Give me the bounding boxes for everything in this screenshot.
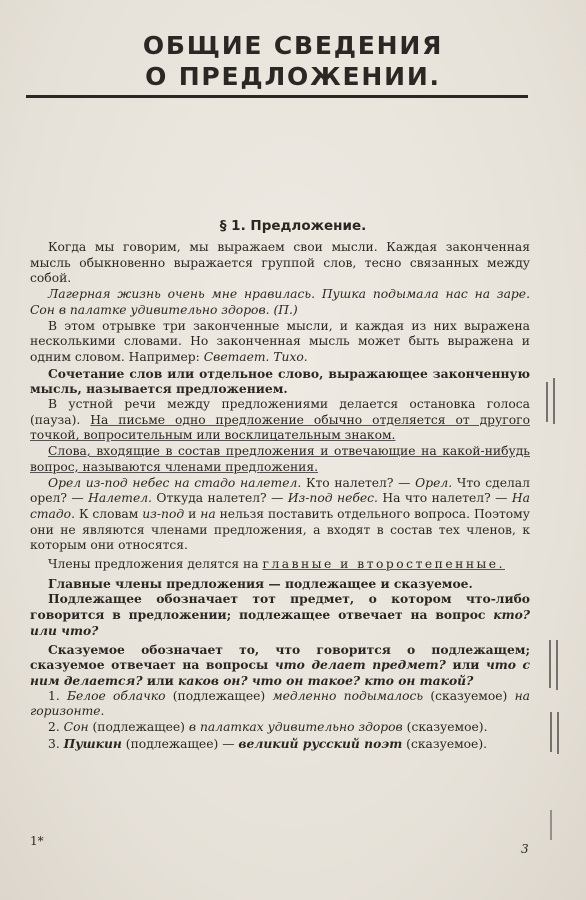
margin-pencil-mark bbox=[546, 382, 548, 422]
analysis-a4: На стадо. bbox=[30, 491, 530, 521]
example-3 bbox=[30, 736, 530, 753]
paragraph-members: Слова, входящие в состав предложения и отвечающие на какой-нибудь вопрос, называются членами предложения. bbox=[30, 444, 530, 474]
predicate-definition-text: Сказуемое обозначает то, что говорится о подлежащем; сказуемое отвечает на вопросы bbox=[30, 641, 530, 673]
predicate-or-2: или bbox=[146, 672, 174, 688]
paragraph-example-analysis bbox=[30, 476, 530, 555]
example-quote: Лагерная жизнь очень мне нравилась. Пушка подымала нас на заре. Сон в палатке удивительно здоров. (П.) bbox=[30, 287, 530, 317]
example-2 bbox=[30, 720, 530, 736]
example-2-subject: Сон bbox=[63, 720, 89, 735]
analysis-and: и bbox=[188, 506, 197, 521]
margin-pencil-mark bbox=[550, 810, 552, 840]
signature-mark: 1* bbox=[30, 834, 44, 848]
paragraph-thoughts-text: В этом отрывке три законченные мысли, и каждая из них выражена несколькими словами. Но законченная мысль может быть выражена и одним словом. Например: bbox=[30, 318, 530, 364]
example-3-number: 3. bbox=[48, 736, 60, 751]
chapter-title-line-2: О ПРЕДЛОЖЕНИИ. bbox=[145, 62, 441, 91]
margin-pencil-mark bbox=[549, 640, 551, 688]
paragraph-pause-text: В устной речи между предложениями делается остановка голоса (пауза). bbox=[30, 397, 530, 427]
example-1-tail: на горизонте. bbox=[30, 688, 530, 719]
analysis-word-2: на bbox=[200, 506, 216, 521]
example-1-subject: Белое облачко bbox=[66, 688, 166, 703]
example-3-subject: Пушкин bbox=[63, 735, 122, 751]
analysis-a2: Налетел. bbox=[88, 491, 152, 506]
example-1-predicate: медленно подымалось bbox=[272, 688, 424, 703]
analysis-rest-b: нельзя поставить отдельного вопроса. Поэтому они не являются членами предложения, а входят в состав тех членов, к которым они относятся. bbox=[30, 506, 530, 553]
paragraph-division bbox=[30, 557, 530, 573]
subject-definition-text: Подлежащее обозначает тот предмет, о котором что-либо говорится в предложении; подлежащее отвечает на вопрос bbox=[30, 591, 530, 623]
example-1 bbox=[30, 689, 530, 720]
section-heading: § 1. Предложение. bbox=[219, 218, 367, 234]
paragraph-pause bbox=[30, 397, 530, 444]
predicate-q2: что с ним делается? bbox=[30, 657, 531, 688]
analysis-rest-a: К словам bbox=[78, 506, 139, 521]
analysis-a1: Орел. bbox=[415, 475, 453, 490]
paragraph-division-spaced: главные и второстепенные. bbox=[262, 557, 505, 572]
example-3-predicate: великий русский поэт bbox=[238, 735, 403, 751]
predicate-q3: каков он? что он такое? кто он такой? bbox=[178, 672, 474, 688]
analysis-example: Орел из-под небес на стадо налетел. bbox=[48, 475, 302, 490]
chapter-title bbox=[0, 30, 586, 92]
paragraph-intro: Когда мы говорим, мы выражаем свои мысли. Каждая законченная мысль обыкновенно выражается группой слов, тесно связанных между собой. bbox=[30, 240, 530, 286]
predicate-definition bbox=[30, 642, 530, 689]
analysis-q1: Кто налетел? — bbox=[305, 475, 411, 490]
paragraph-division-text: Члены предложения делятся на bbox=[48, 557, 259, 572]
definition-sentence: Сочетание слов или отдельное слово, выражающее законченную мысль, называется предложением. bbox=[30, 365, 530, 397]
margin-pencil-mark bbox=[550, 712, 552, 752]
subject-q2: что? bbox=[61, 622, 99, 638]
example-3-predicate-label: (сказуемое). bbox=[406, 736, 488, 751]
main-members-sentence: Главные члены предложения — подлежащее и сказуемое. bbox=[48, 575, 473, 591]
paragraph-thoughts-example: Светает. Тихо. bbox=[203, 349, 308, 364]
example-2-number: 2. bbox=[48, 720, 60, 735]
margin-pencil-mark bbox=[557, 712, 559, 754]
example-2-subject-label: (подлежащее) bbox=[92, 720, 185, 735]
chapter-title-line-1: ОБЩИЕ СВЕДЕНИЯ bbox=[142, 31, 444, 60]
analysis-word-1: из-под bbox=[142, 506, 185, 521]
paragraph-thoughts bbox=[30, 319, 530, 366]
example-2-predicate-label: (сказуемое). bbox=[406, 720, 488, 735]
analysis-a3: Из-под небес. bbox=[287, 491, 378, 506]
margin-pencil-mark bbox=[556, 640, 558, 690]
analysis-q2: Что сделал орел? — bbox=[30, 475, 530, 506]
paragraph-pause-underlined: На письме одно предложение обычно отделяется от другого точкой, вопросительным или восклицательным знаком. bbox=[30, 412, 530, 443]
analysis-q4: На что налетел? — bbox=[382, 491, 508, 506]
subject-or: или bbox=[30, 622, 57, 638]
example-3-subject-label: (подлежащее) — bbox=[125, 736, 235, 751]
subject-definition bbox=[30, 591, 530, 638]
margin-pencil-mark bbox=[553, 378, 555, 424]
page-number: 3 bbox=[521, 842, 529, 856]
example-1-predicate-label: (сказуемое) bbox=[430, 688, 508, 703]
example-1-number: 1. bbox=[48, 688, 60, 703]
example-2-predicate: в палатках удивительно здоров bbox=[188, 720, 403, 735]
subject-q1: кто? bbox=[493, 607, 530, 623]
analysis-q3: Откуда налетел? — bbox=[156, 491, 284, 506]
title-rule bbox=[26, 95, 528, 98]
example-1-subject-label: (подлежащее) bbox=[172, 688, 266, 703]
predicate-q1: что делает предмет? bbox=[274, 657, 446, 673]
predicate-or-1: или bbox=[452, 657, 480, 673]
body-text bbox=[30, 240, 530, 753]
